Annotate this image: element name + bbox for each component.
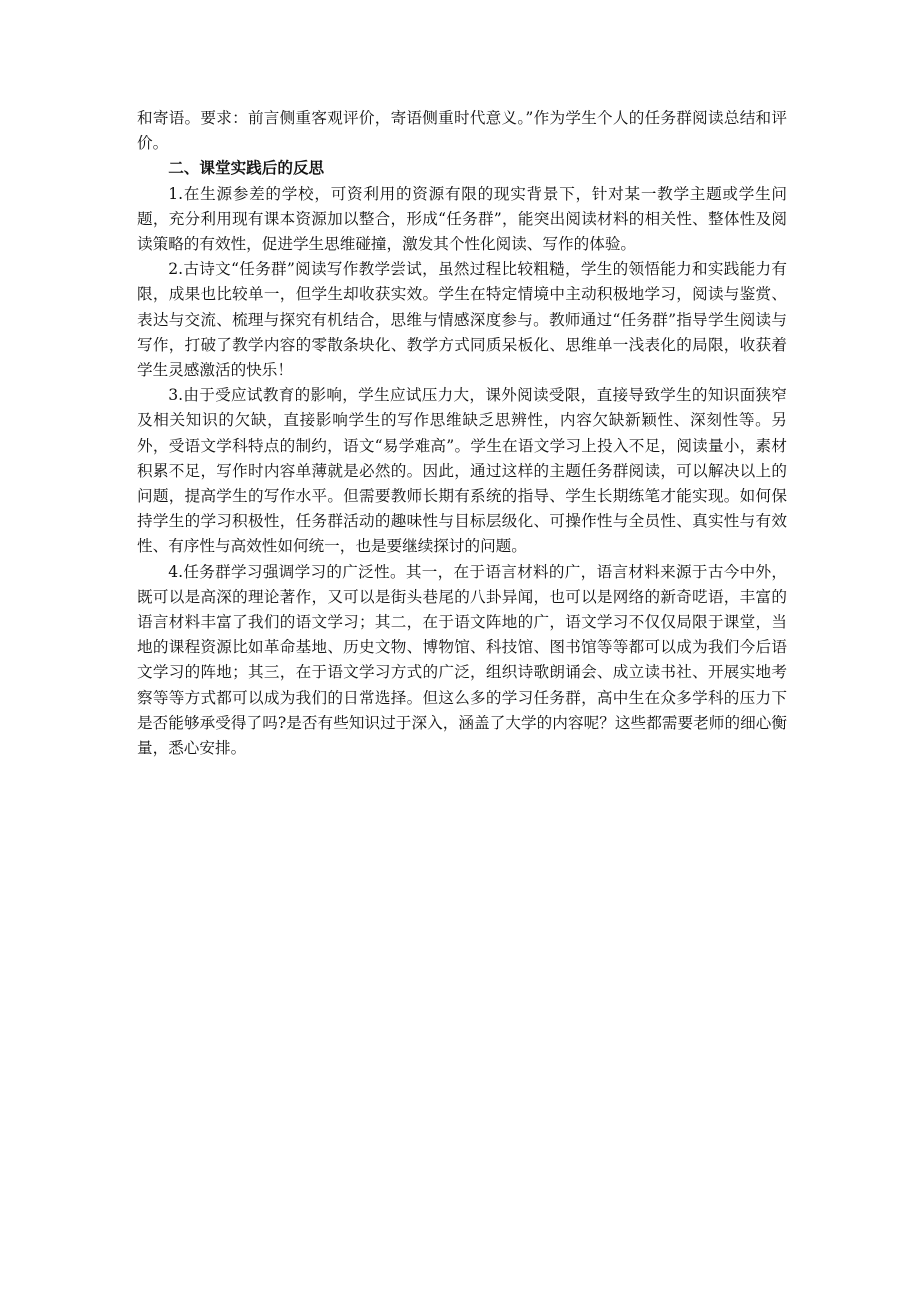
paragraph-1: 1.在生源参差的学校，可资利用的资源有限的现实背景下，针对某一教学主题或学生问题，充分利用现有课本资源加以整合，形成“任务群”，能突出阅读材料的相关性、整体性及阅读策略的有效性，促进学生思维碰撞，激发其个性化阅读、写作的体验。 <box>137 184 787 254</box>
paragraph-4: 4.任务群学习强调学习的广泛性。其一，在于语言材料的广，语言材料来源于古今中外，既可以是高深的理论著作，又可以是街头巷尾的八卦异闻，也可以是网络的新奇呓语，丰富的语言材料丰富了我们的语文学习；其二，在于语文阵地的广，语文学习不仅仅局限于课堂，当地的课程资源比如革命基地、历史文物、博物馆、科技馆、图书馆等等都可以成为我们今后语文学习的阵地；其三，在于语文学习方式的广泛，组织诗歌朗诵会、成立读书社、开展实地考察等等方式都可以成为我们的日常选择。但这么多的学习任务群，高中生在众多学科的压力下是否能够承受得了吗?是否有些知识过于深入，涵盖了大学的内容呢？这些都需要老师的细心衡量，悉心安排。 <box>137 562 787 758</box>
section-heading: 二、课堂实践后的反思 <box>168 159 325 178</box>
lead-paragraph: 和寄语。要求：前言侧重客观评价，寄语侧重时代意义。”作为学生个人的任务群阅读总结和评价。 <box>137 109 787 153</box>
paragraph-3: 3.由于受应试教育的影响，学生应试压力大，课外阅读受限，直接导致学生的知识面狭窄及相关知识的欠缺，直接影响学生的写作思维缺乏思辨性，内容欠缺新颖性、深刻性等。另外，受语文学科特点的制约，语文“易学难高”。学生在语文学习上投入不足，阅读量小，素材积累不足，写作时内容单薄就是必然的。因此，通过这样的主题任务群阅读，可以解决以上的问题，提高学生的写作水平。但需要教师长期有系统的指导、学生长期练笔才能实现。如何保持学生的学习积极性，任务群活动的趣味性与目标层级化、可操作性与全员性、真实性与有效性、有序性与高效性如何统一，也是要继续探讨的问题。 <box>137 386 787 556</box>
document-page <box>137 106 787 761</box>
paragraph-2: 2.古诗文“任务群”阅读写作教学尝试，虽然过程比较粗糙，学生的领悟能力和实践能力有限，成果也比较单一，但学生却收获实效。学生在特定情境中主动积极地学习，阅读与鉴赏、表达与交流、梳理与探究有机结合，思维与情感深度参与。教师通过“任务群”指导学生阅读与写作，打破了教学内容的零散条块化、教学方式同质呆板化、思维单一浅表化的局限，收获着学生灵感激活的快乐！ <box>137 260 787 380</box>
